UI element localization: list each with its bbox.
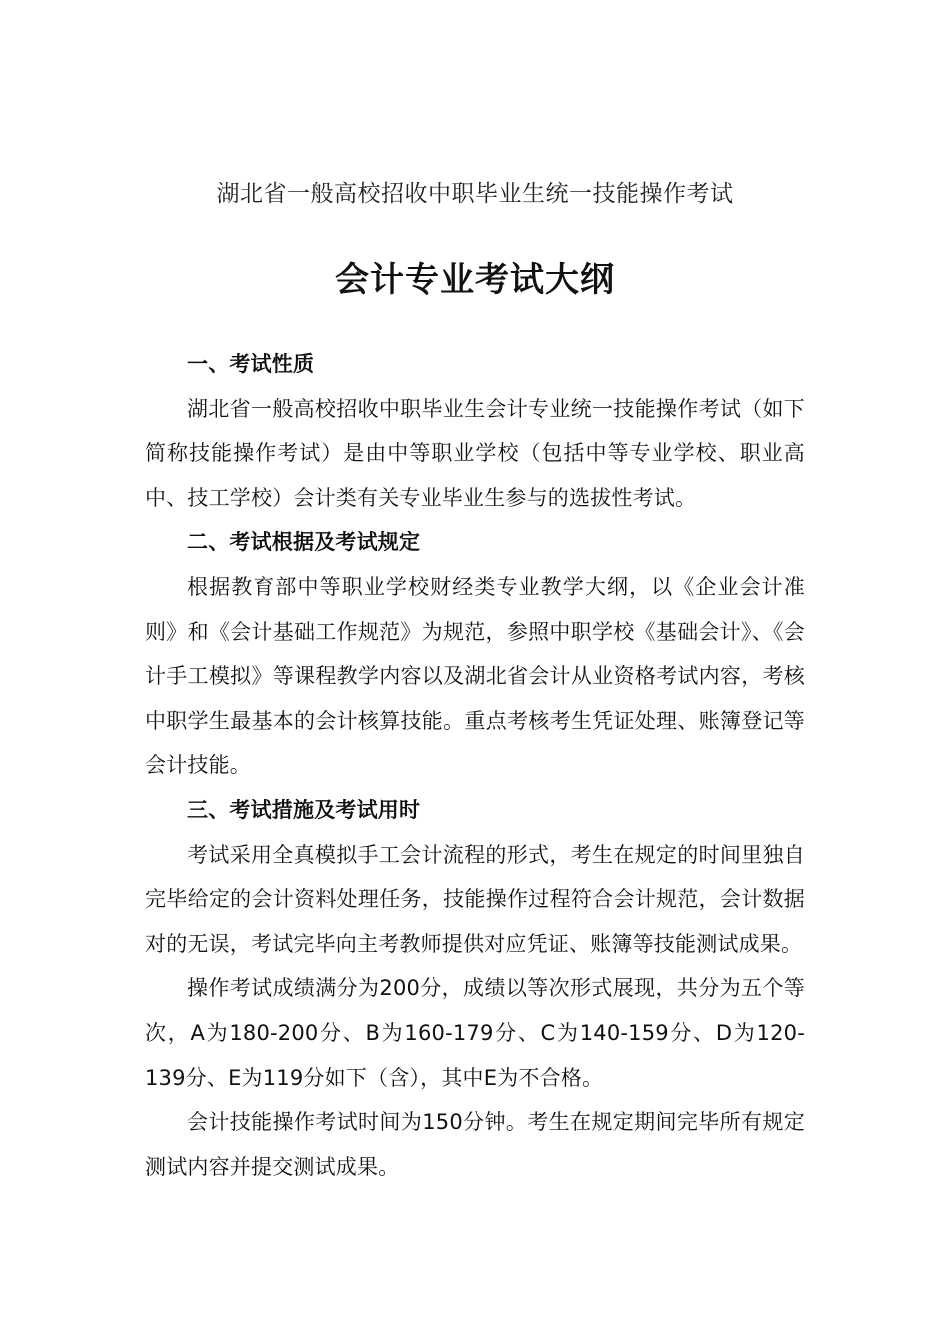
- document-title: 会计专业考试大纲: [335, 260, 615, 300]
- section-heading-basis: 二、考试根据及考试规定: [187, 530, 421, 555]
- document-body: [145, 342, 805, 1189]
- section-paragraph: 会计技能操作考试时间为150分钟。考生在规定期间完毕所有规定测试内容并提交测试成果。: [145, 1110, 805, 1179]
- document-header: 湖北省一般高校招收中职毕业生统一技能操作考试: [216, 181, 734, 207]
- section-paragraph: 根据教育部中等职业学校财经类专业教学大纲，以《企业会计准则》和《会计基础工作规范》为规范，参照中职学校《基础会计》、《会计手工模拟》等课程教学内容以及湖北省会计从业资格考试内容，考核中职学生最基本的会计核算技能。重点考核考生凭证处理、账簿登记等会计技能。: [145, 574, 805, 778]
- section-heading-nature: 一、考试性质: [187, 352, 315, 376]
- section-heading-method: 三、考试措施及考试用时: [187, 797, 421, 822]
- section-paragraph: 湖北省一般高校招收中职毕业生会计专业统一技能操作考试（如下简称技能操作考试）是由中等职业学校（包括中等专业学校、职业高中、技工学校）会计类有关专业毕业生参与的选拔性考试。: [145, 396, 805, 510]
- section-paragraph: 操作考试成绩满分为200分，成绩以等次形式展现，共分为五个等次，A为180-200分、B为160-179分、C为140-159分、D为120-139分、E为119分如下（含），其中E为不合格。: [145, 976, 805, 1090]
- section-paragraph: 考试采用全真模拟手工会计流程的形式，考生在规定的时间里独自完毕给定的会计资料处理任务，技能操作过程符合会计规范，会计数据对的无误，考试完毕向主考教师提供对应凭证、账簿等技能测试成果。: [145, 842, 805, 956]
